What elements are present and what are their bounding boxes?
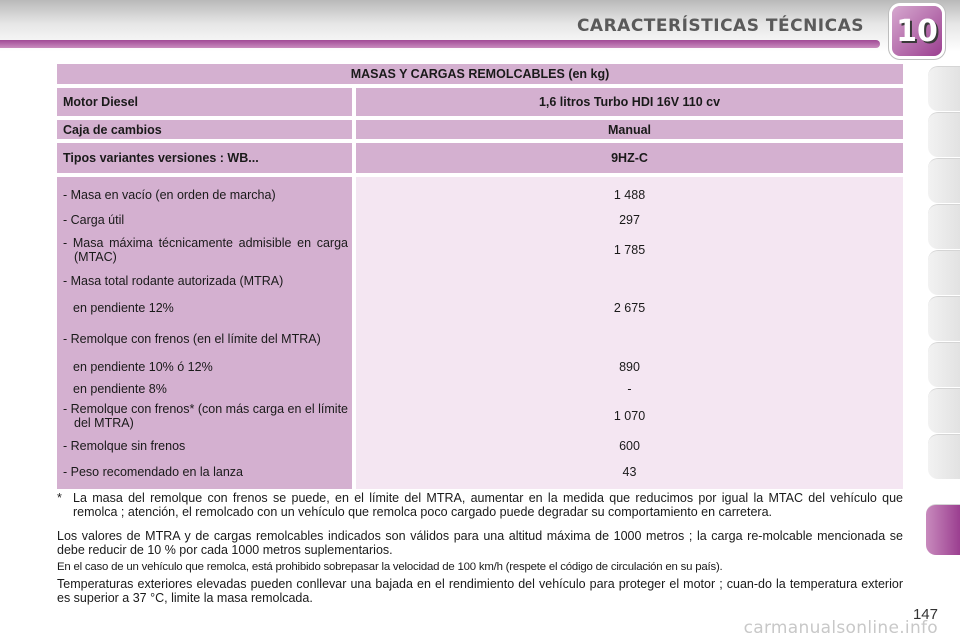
footnote-text: La masa del remolque con frenos se puede, en el límite del MTRA, aumentar en la medida que reducimos por igual la MTAC del vehículo que remolca ; atención, el remolcado con un vehículo que remolca poco cargado puede degradar su comportamiento en carretera. [73,491,903,519]
watermark: carmanualsonline.info [743,618,938,638]
table-row-value: 600 [619,439,640,453]
table-row-label: en pendiente 12% [73,301,174,315]
footnote [57,491,903,519]
table-row-value: - [627,382,632,396]
table-row-value [356,323,903,355]
chapter-tabs [926,66,960,606]
notes-section [57,491,903,605]
chapter-tab[interactable] [928,66,960,111]
table-row-label: - Remolque con frenos* (con más carga en el límite del MTRA) [63,402,348,430]
table-row-value: 43 [622,465,637,479]
chapter-tab[interactable] [928,204,960,249]
paragraph-temperature: Temperaturas exteriores elevadas pueden conllevar una bajada en el rendimiento del vehículo para proteger el motor ; cuan-do la temperatura exterior es superior a 37 °C, limite la masa remolcada. [57,577,903,605]
table-header-row [57,120,903,139]
chapter-tab[interactable] [928,112,960,157]
chapter-tab-active[interactable] [926,504,960,555]
chapter-tab[interactable] [928,296,960,341]
header-value: 9HZ-C [356,143,903,173]
footnote-marker: * [57,491,62,505]
page-header [0,0,960,52]
header-value: 1,6 litros Turbo HDI 16V 110 cv [356,88,903,116]
table-row-value: 1 488 [613,188,646,202]
header-label: Motor Diesel [57,88,352,116]
chapter-tab[interactable] [928,342,960,387]
chapter-tab[interactable] [928,434,960,479]
table-row-label: - Masa en vacío (en orden de marcha) [63,188,276,202]
chapter-tab[interactable] [928,250,960,295]
header-label: Caja de cambios [57,120,352,139]
table-row-label: - Remolque sin frenos [63,439,186,453]
table-body [57,177,903,489]
page-number: 147 [912,606,938,623]
table-row-label: en pendiente 8% [73,382,167,396]
specs-table [57,64,903,489]
table-row-label: - Masa máxima técnicamente admisible en carga (MTAC) [63,236,348,264]
table-row-value [356,269,903,293]
table-row-value: 1 070 [613,409,646,423]
table-row-label: - Peso recomendado en la lanza [63,465,243,479]
table-body-labels [57,177,352,489]
table-row-value: 890 [619,360,640,374]
table-row-label: - Remolque con frenos (en el límite del MTRA) [63,332,321,346]
table-row-label: - Carga útil [63,213,125,227]
table-row-value: 297 [619,213,640,227]
chapter-tab[interactable] [928,158,960,203]
header-label: Tipos variantes versiones : WB... [57,143,352,173]
table-title: MASAS Y CARGAS REMOLCABLES (en kg) [57,64,903,84]
paragraph-speed: En el caso de un vehículo que remolca, está prohibido sobrepasar la velocidad de 100 km/h (respete el código de circulación en su país). [57,561,723,573]
header-value: Manual [356,120,903,139]
table-header-row [57,88,903,116]
table-row-label: - Masa total rodante autorizada (MTRA) [63,274,284,288]
header-accent-line [0,40,880,48]
table-row-value: 2 675 [613,301,646,315]
chapter-tab[interactable] [928,388,960,433]
paragraph-altitude: Los valores de MTRA y de cargas remolcables indicados son válidos para una altitud máxima de 1000 metros ; la carga re-molcable mencionada se debe reducir de 10 % por cada 1000 metros suplementarios. [57,529,903,557]
table-body-values [356,177,903,489]
section-title: CARACTERÍSTICAS TÉCNICAS [576,16,864,36]
chapter-badge: 10 [892,6,942,56]
table-header-row [57,143,903,173]
table-row-value: 1 785 [613,243,646,257]
table-row-label: en pendiente 10% ó 12% [73,360,213,374]
